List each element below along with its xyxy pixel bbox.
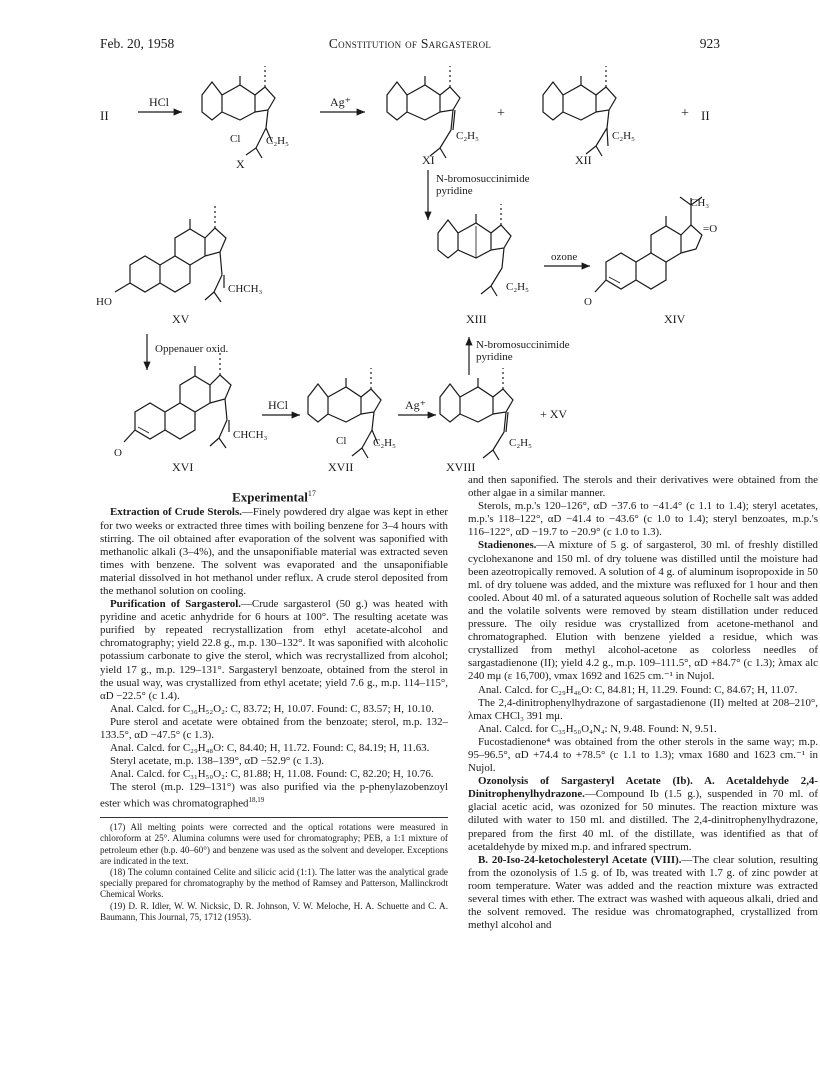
paragraph-fucostadienone: Fucostadienone⁴ was obtained from the other sterols in the same way; m.p. 95–96.5°, αD +74.4 to +78.5° (c 1.1 to 1.3); νmax 1680 and 1623 cm.⁻¹ in Nujol. — [468, 735, 818, 775]
label-ch3-xiv: CH₃ — [690, 197, 710, 209]
label-c2h5-xviii: C₂H₅ — [509, 437, 532, 449]
label-c2h5-x: C₂H₅ — [266, 135, 289, 147]
left-column — [100, 487, 448, 923]
label-cl-x: Cl — [230, 133, 241, 145]
right-column — [468, 474, 818, 932]
label-ii-right: II — [701, 108, 710, 123]
label-chch3-xv: CHCH₃ — [228, 283, 263, 295]
structure-xii — [543, 66, 616, 156]
paragraph-sterols: Sterols, m.p.'s 120–126°, αD −37.6 to −41.4° (c 1.1 to 1.4); steryl acetates, m.p.'s 118–122°, αD −41.4 to −43.6° (c 1.0 to 1.4); steryl benzoates, m.p.'s 116–122°, αD −19.7 to −20.9° (c 1.0 to 1.3). — [468, 500, 818, 539]
paragraph-anal-sterol: Anal. Calcd. for C₂₉H₄₈O: C, 84.40; H, 11.72. Found: C, 84.19; H, 11.63. — [110, 742, 430, 755]
label-plus-2: + — [681, 106, 689, 121]
label-xvii: XVII — [328, 460, 354, 474]
structure-xiii — [438, 204, 511, 296]
paragraph-continued: and then saponified. The sterols and their derivatives were obtained from the other algae in a similar manner. — [468, 474, 818, 500]
label-xiv: XIV — [664, 312, 686, 326]
label-x: X — [236, 157, 245, 171]
footnote-18: (18) The column contained Celite and silicic acid (1:1). The latter was the analytical grade specially prepared for chromatography by the method of Ramsey and Patterson, Mallinckrodt Chemical Works. — [100, 867, 448, 900]
paragraph-steryl-acetate: Steryl acetate, m.p. 138–139°, αD −52.9° (c 1.3). — [110, 755, 325, 768]
label-o-xvi: O — [114, 447, 122, 459]
label-nbs-1b: pyridine — [436, 185, 473, 197]
paragraph-purification: Purification of Sargasterol.—Crude sargasterol (50 g.) was heated with pyridine and acetic anhydride for 6 hours at 100°. The resulting acetate was purified by repeated recrystallization from ethyl acetate-alcohol and chromatography; yield 22.8 g., m.p. 130–132°. It was saponified with alcoholic potassium carbonate to give the sterol, which was recrystallized from alcohol; yield 17 g., m.p. 129–131°. Sargasteryl benzoate, obtained from the sterol in the usual way, was crystallized from ethyl acetate; yield 7.6 g., m.p. 114–115°, αD −22.5° (c 1.4). — [100, 598, 448, 702]
label-xiii: XIII — [466, 312, 487, 326]
running-header-title: Constitution of Sargasterol — [328, 36, 492, 51]
label-xii: XII — [575, 153, 592, 167]
label-hcl-1: HCl — [149, 95, 170, 109]
paragraph-ozonolysis: Ozonolysis of Sargasteryl Acetate (Ib). A. Acetaldehyde 2,4-Dinitrophenylhydrazone.—Compound Ib (1.5 g.), suspended in 70 ml. of glacial acetic acid, was ozonized for 50 minutes. The reaction mixture was diluted with water to 150 ml. and distilled. The 2,4-dinitrophenylhydrazone, prepared from the first 40 ml. of the distillate, was identified as that of acetaldehyde by mixed m.p. and infrared spectrum. — [468, 775, 818, 853]
label-oppenauer: Oppenauer oxid. — [155, 343, 229, 355]
footnote-19: (19) D. R. Idler, W. W. Nicksic, D. R. Johnson, V. W. Meloche, H. A. Schuette and C. A. Baumann, This Journal, 75, 1712 (1953). — [100, 900, 448, 922]
label-hcl-2: HCl — [268, 398, 289, 412]
label-chch3-xvi: CHCH₃ — [233, 429, 268, 441]
paragraph-iso-keto: B. 20-Iso-24-ketocholesteryl Acetate (VIII).—The clear solution, resulting from the ozonolysis of 1.5 g. of Ib, was treated with 1.7 g. of zinc powder at room temperature. Water was added and the reaction mixture was extracted several times with ether. The extract was washed with aqueous alkali, dried and the solvent removed. The residue was chromatographed, crystallized from methyl alcohol and — [468, 853, 818, 932]
footnote-rule — [100, 817, 448, 818]
label-nbs-2b: pyridine — [476, 351, 513, 363]
structure-xv — [115, 205, 226, 302]
structure-xvi — [124, 352, 231, 448]
structure-xviii — [440, 368, 513, 460]
paragraph-pure-sterol: Pure sterol and acetate were obtained from the benzoate; sterol, m.p. 132–133.5°, αD −47.5° (c 1.3). — [100, 715, 448, 742]
label-o-ketone-xiv: =O — [703, 223, 718, 235]
label-c2h5-xi: C₂H₅ — [456, 130, 479, 142]
label-c2h5-xii: C₂H₅ — [612, 130, 635, 142]
label-ozone: ozone — [551, 251, 578, 263]
paragraph-anal-ii: Anal. Calcd. for C₂₉H₄₆O: C, 84.81; H, 11.29. Found: C, 84.67; H, 11.07. — [478, 683, 798, 696]
paragraph-stadienones: Stadienones.—A mixture of 5 g. of sargasterol, 30 ml. of freshly distilled cyclohexanone and 150 ml. of dry toluene was distilled until the moisture had been azeotropically removed. A solution of 4 g. of aluminum isopropoxide in 50 ml. of dry toluene was added, and the mixture was refluxed for 1 hour and then cooled. About 40 ml. of a saturated aqueous solution of Rochelle salt was added and the volatile solvents were removed by steam distillation under reduced pressure. The oily residue was crystallized from acetone-methanol and chromatographed. Elution with benzene yielded a residue, which was crystallized from methyl alcohol-acetone as colorless needles of sargastadienone (II); yield 4.2 g., m.p. 109–111.5°, αD +84.7° (c 1.3); λmax alc 240 mμ (ε 16,700), νmax 1692 and 1625 cm.⁻¹ in Nujol. — [468, 539, 818, 683]
label-xi: XI — [422, 153, 435, 167]
paragraph-dnp: The 2,4-dinitrophenylhydrazone of sargastadienone (II) melted at 208–210°, λmax CHCl₃ 391 mμ. — [468, 696, 818, 722]
label-ag-2: Ag⁺ — [405, 398, 426, 412]
label-ii-left: II — [100, 108, 109, 123]
label-plus-xv: + XV — [540, 407, 568, 421]
label-ho-xv: HO — [96, 296, 112, 308]
paragraph-anal-benzoate: Anal. Calcd. for C₃₆H₅₂O₂: C, 83.72; H, 10.07. Found: C, 83.57; H, 10.10. — [110, 702, 434, 715]
label-xviii: XVIII — [446, 460, 476, 474]
label-xvi: XVI — [172, 460, 194, 474]
label-nbs-1a: N-bromosuccinimide — [436, 173, 530, 185]
label-c2h5-xvii: C₂H₅ — [373, 437, 396, 449]
paragraph-anal-acetate: Anal. Calcd. for C₃₁H₅₀O₂: C, 81.88; H, 11.08. Found: C, 82.20; H, 10.76. — [110, 768, 434, 781]
reaction-scheme — [0, 0, 820, 480]
structure-xi — [387, 66, 460, 158]
section-heading-experimental: Experimental$^{17}$ — [232, 489, 316, 505]
paragraph-extraction: Extraction of Crude Sterols.—Finely powdered dry algae was kept in ether for two weeks or extracted three times with boiling benzene for 3–4 hours with stirring. The oil obtained after evaporation of the solvent was saponified with methanolic alkali (3–4%), and the unsaponifiable material was extracted seven times with benzene. The solvent was evaporated and the unsaponifiable material dissolved in hot methanol under reflux. A crude sterol deposited from the methanol solution on cooling. — [100, 506, 449, 597]
label-c2h5-xiii: C₂H₅ — [506, 281, 529, 293]
page-number: 923 — [699, 36, 720, 51]
footnote-17: (17) All melting points were corrected and the optical rotations were measured in chloroform at 25°. Alumina columns were used for chromatography; PEB, a 1:1 mixture of petroleum ether (b.p. 40–60°) and benzene was used as the solvent and developer. Exceptions are indicated in the text. — [100, 822, 448, 866]
structure-xiv — [595, 197, 702, 292]
label-cl-xvii: Cl — [336, 435, 347, 447]
label-o-xiv: O — [584, 296, 592, 308]
paragraph-anal-dnp: Anal. Calcd. for C₃₅H₅₀O₄N₄: N, 9.48. Found: N, 9.51. — [478, 722, 717, 735]
running-header-date: Feb. 20, 1958 — [100, 36, 175, 51]
label-xv: XV — [172, 312, 190, 326]
label-ag-1: Ag⁺ — [330, 95, 351, 109]
label-nbs-2a: N-bromosuccinimide — [476, 339, 570, 351]
label-plus-1: + — [497, 106, 505, 121]
paragraph-azobenzoyl: The sterol (m.p. 129–131°) was also purified via the p-phenylazobenzoyl ester which was chromatographed$^{18,19}$ — [100, 781, 448, 811]
